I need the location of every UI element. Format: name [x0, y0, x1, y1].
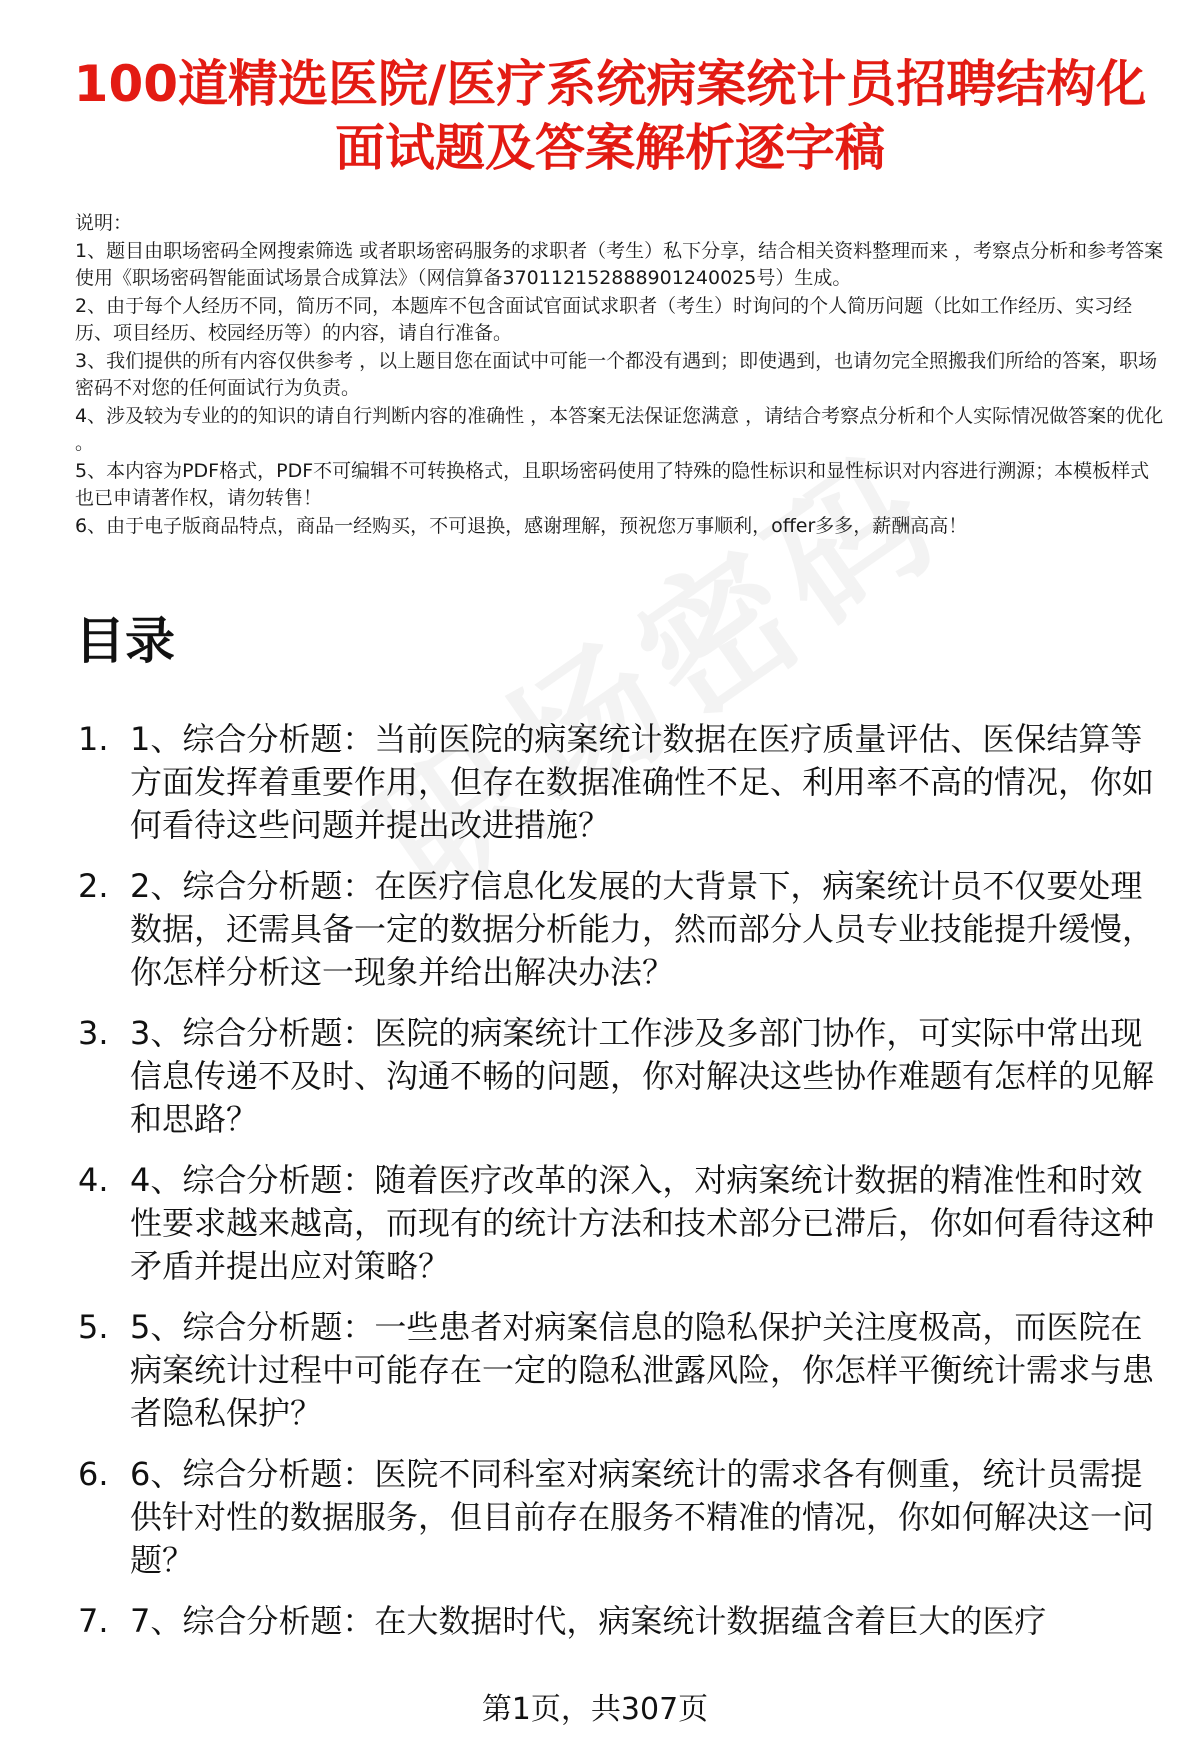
note-item: 4、涉及较为专业的的知识的请自行判断内容的准确性 ，本答案无法保证您满意 ，请结合考察点分析和个人实际情况做答案的优化 。 [75, 404, 1164, 454]
note-item: 2、由于每个人经历不同，简历不同，本题库不包含面试官面试求职者（考生）时询问的个人简历问题（比如工作经历、实习经历、项目经历、校园经历等）的内容，请自行准备。 [75, 294, 1133, 344]
toc-item-text[interactable]: 6、综合分析题：医院不同科室对病案统计的需求各有侧重，统计员需提供针对性的数据服务，但目前存在服务不精准的情况，你如何解决这一问题？ [130, 1455, 1155, 1579]
toc-item-text[interactable]: 7、综合分析题：在大数据时代，病案统计数据蕴含着巨大的医疗 [130, 1602, 1047, 1640]
toc-item-text[interactable]: 4、综合分析题：随着医疗改革的深入，对病案统计数据的精准性和时效性要求越来越高，而现有的统计方法和技术部分已滞后，你如何看待这种矛盾并提出应对策略？ [130, 1161, 1155, 1285]
toc-item-number: 5. [78, 1308, 109, 1346]
toc-item[interactable] [78, 718, 1168, 847]
toc-item-text[interactable]: 2、综合分析题：在医疗信息化发展的大背景下，病案统计员不仅要处理数据，还需具备一定的数据分析能力，然而部分人员专业技能提升缓慢，你怎样分析这一现象并给出解决办法？ [130, 867, 1155, 991]
toc-item-number: 4. [78, 1161, 109, 1199]
toc-item-text[interactable]: 3、综合分析题：医院的病案统计工作涉及多部门协作，可实际中常出现信息传递不及时、沟通不畅的问题，你对解决这些协作难题有怎样的见解和思路？ [130, 1014, 1155, 1138]
toc-item-text[interactable]: 1、综合分析题：当前医院的病案统计数据在医疗质量评估、医保结算等方面发挥着重要作用，但存在数据准确性不足、利用率不高的情况，你如何看待这些问题并提出改进措施？ [130, 720, 1155, 844]
note-item: 6、由于电子版商品特点，商品一经购买，不可退换，感谢理解，预祝您万事顺利，offer多多，薪酬高高！ [75, 514, 968, 537]
toc-heading: 目录 [75, 612, 175, 670]
toc-item-number: 2. [78, 867, 109, 905]
notes-section [75, 210, 1165, 540]
note-item: 1、题目由职场密码全网搜索筛选 或者职场密码服务的求职者（考生）私下分享，结合相关资料整理而来 ，考察点分析和参考答案使用《职场密码智能面试场景合成算法》（网信算备370112152888901240025号）生成。 [75, 239, 1164, 289]
toc-item[interactable] [78, 1012, 1168, 1141]
toc-item-number: 3. [78, 1014, 109, 1052]
toc-item-number: 6. [78, 1455, 109, 1493]
toc-item-text[interactable]: 5、综合分析题：一些患者对病案信息的隐私保护关注度极高，而医院在病案统计过程中可能存在一定的隐私泄露风险，你怎样平衡统计需求与患者隐私保护？ [130, 1308, 1155, 1432]
table-of-contents [78, 718, 1168, 1661]
notes-heading: 说明： [75, 212, 133, 234]
toc-item[interactable] [78, 1600, 1168, 1643]
toc-item-number: 7. [78, 1602, 109, 1640]
document-title: 100道精选医院/医疗系统病案统计员招聘结构化面试题及答案解析逐字稿 [73, 55, 1147, 177]
toc-item[interactable] [78, 1453, 1168, 1582]
toc-item[interactable] [78, 1159, 1168, 1288]
page-footer: 第1页，共307页 [481, 1692, 709, 1727]
note-item: 3、我们提供的所有内容仅供参考 ，以上题目您在面试中可能一个都没有遇到；即使遇到，也请勿完全照搬我们所给的答案，职场密码不对您的任何面试行为负责。 [75, 349, 1158, 399]
toc-item-number: 1. [78, 720, 109, 758]
toc-item[interactable] [78, 1306, 1168, 1435]
toc-item[interactable] [78, 865, 1168, 994]
note-item: 5、本内容为PDF格式，PDF不可编辑不可转换格式，且职场密码使用了特殊的隐性标识和显性标识对内容进行溯源；本模板样式也已申请著作权，请勿转售！ [75, 459, 1150, 509]
